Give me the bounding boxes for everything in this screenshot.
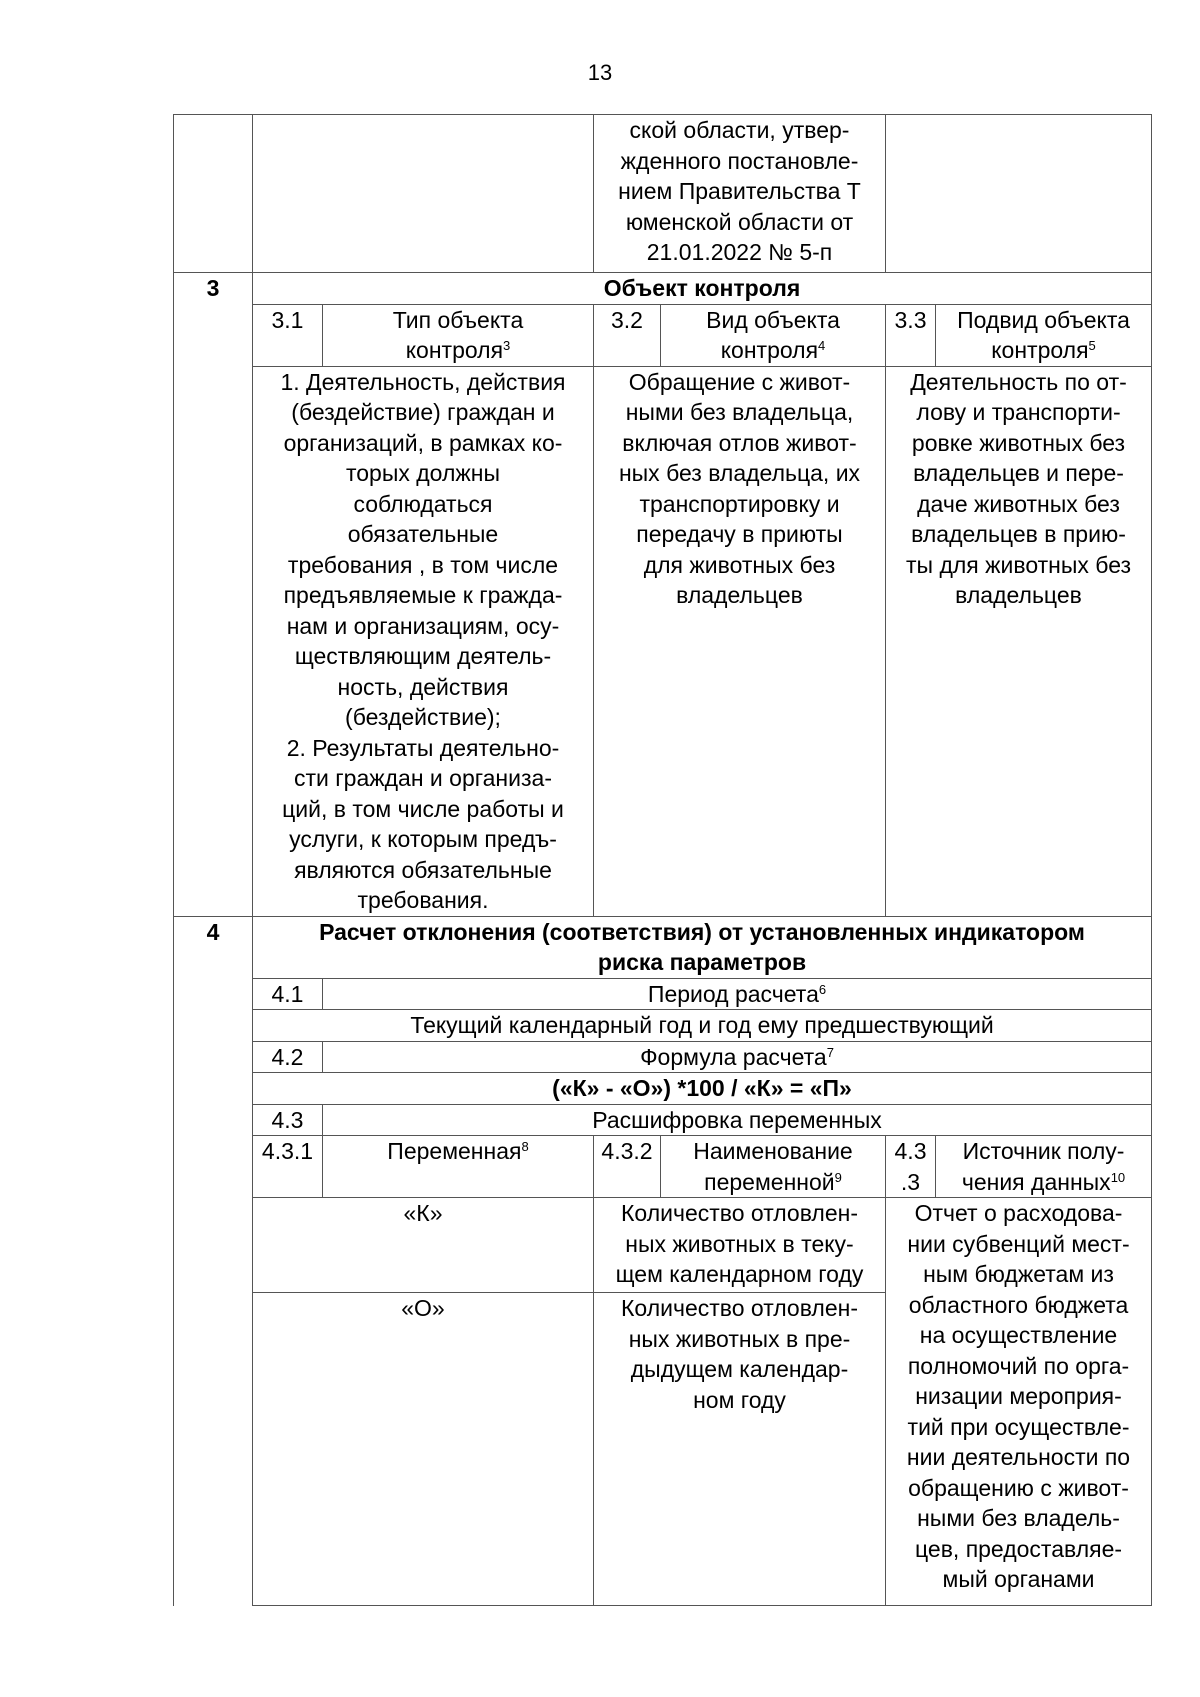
cont-num-cell (174, 115, 253, 273)
source-col-num: 4.3 .3 (886, 1136, 936, 1198)
period-num: 4.1 (253, 978, 323, 1010)
object-subkind-header: Подвид объекта контроля$^5$ (936, 304, 1152, 366)
variables-num: 4.3 (253, 1104, 323, 1136)
section-4-number: 4 (174, 916, 253, 1606)
variable-o: «О» (253, 1293, 594, 1606)
cont-empty-cell (253, 115, 594, 273)
object-type-text: 1. Деятельность, действия (бездействие) граждан и организаций, в рамках ко- торых должны соблюдаться обязательные требования , в том числе предъявляемые к гражда- нам и организациям, осу- ществляющим деятель- ность, действия (бездействие); 2. Результаты деятельно- сти граждан и организа- ций, в том числе работы и услуги, к которым предъ- являются обязательные требования. (253, 366, 594, 916)
formula-value: («К» - «О») *100 / «К» = «П» (253, 1073, 1152, 1105)
variable-o-description: Количество отловлен- ных животных в пре- дыдущем календар- ном году (594, 1293, 886, 1606)
cont-law-text: ской области, утвер- жденного постановле- нием Правительства Т юменской области от 21.01.2022 № 5-п (594, 115, 886, 273)
section-4-title: Расчет отклонения (соответствия) от установленных индикатором риска параметров (253, 916, 1152, 978)
page-number: 13 (587, 60, 613, 85)
source-col-header: Источник полу- чения данных$^{10}$ (936, 1136, 1152, 1198)
variable-name-col-num: 4.3.2 (594, 1136, 661, 1198)
object-subkind-text: Деятельность по от- лову и транспорти- ровке животных без владельцев и пере- даче животных без владельцев в прию- ты для животных без владельцев (886, 366, 1152, 916)
variable-name-col-header: Наименование переменной$^9$ (661, 1136, 886, 1198)
object-subkind-num: 3.3 (886, 304, 936, 366)
variable-col-num: 4.3.1 (253, 1136, 323, 1198)
object-kind-text: Обращение с живот- ными без владельца, включая отлов живот- ных без владельца, их транспортировку и передачу в приюты для животных без владельцев (594, 366, 886, 916)
formula-num: 4.2 (253, 1041, 323, 1073)
variables-header: Расшифровка переменных (323, 1104, 1152, 1136)
period-header: Период расчета$^6$ (323, 978, 1152, 1010)
variable-k: «К» (253, 1198, 594, 1293)
variable-k-description: Количество отловлен- ных животных в теку- щем календарном году (594, 1198, 886, 1293)
period-value: Текущий календарный год и год ему предшествующий (253, 1010, 1152, 1042)
object-kind-header: Вид объекта контроля$^4$ (661, 304, 886, 366)
section-3-number: 3 (174, 273, 253, 917)
data-source-text: Отчет о расходова- нии субвенций мест- ным бюджетам из областного бюджета на осуществление полномочий по орга- низации мероприя- тий при осуществле- нии деятельности по обращению с живот- ными без владель- цев, предоставляе- мый органами (886, 1198, 1152, 1606)
variable-col-header: Переменная$^8$ (323, 1136, 594, 1198)
indicator-table (173, 114, 1152, 1606)
object-type-header: Тип объекта контроля$^3$ (323, 304, 594, 366)
cont-empty-cell-right (886, 115, 1152, 273)
section-3-title: Объект контроля (253, 273, 1152, 305)
formula-header: Формула расчета$^7$ (323, 1041, 1152, 1073)
object-type-num: 3.1 (253, 304, 323, 366)
object-kind-num: 3.2 (594, 304, 661, 366)
